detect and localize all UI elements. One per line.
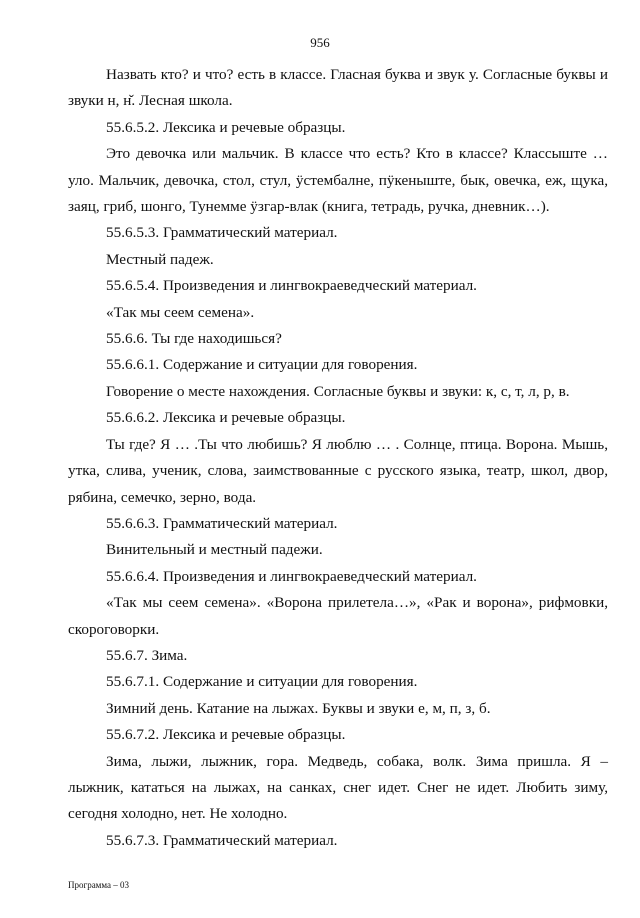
section-heading: 55.6.6.2. Лексика и речевые образцы. [106, 409, 346, 427]
paragraph: Местный падеж. [106, 250, 214, 268]
section-heading: 55.6.5.2. Лексика и речевые образцы. [106, 118, 346, 136]
section-heading: 55.6.6.3. Грамматический материал. [106, 514, 338, 532]
paragraph: «Так мы сеем семена». [106, 303, 255, 321]
paragraph: Назвать кто? и что? есть в классе. Гласная буква и звук у. Согласные буквы и звуки н, н̌. Лесная школа. [68, 66, 608, 110]
footer-label: Программа – 03 [68, 880, 130, 890]
paragraph: Говорение о месте нахождения. Согласные буквы и звуки: к, с, т, л, р, в. [106, 382, 570, 400]
section-heading: 55.6.5.3. Грамматический материал. [106, 224, 338, 242]
paragraph: Зимний день. Катание на лыжах. Буквы и звуки е, м, п, з, б. [106, 699, 491, 717]
page-body [68, 62, 608, 854]
paragraph: «Так мы сеем семена». «Ворона прилетела…», «Рак и ворона», рифмовки, скороговорки. [68, 594, 608, 638]
paragraph: Винительный и местный падежи. [106, 541, 323, 559]
section-heading: 55.6.6.1. Содержание и ситуации для говорения. [106, 356, 418, 374]
section-heading: 55.6.7.3. Грамматический материал. [106, 831, 338, 849]
section-heading: 55.6.5.4. Произведения и лингвокраеведческий материал. [106, 277, 477, 295]
section-heading: 55.6.6. Ты где находишься? [106, 330, 282, 348]
paragraph: Зима, лыжи, лыжник, гора. Медведь, собака, волк. Зима пришла. Я – лыжник, кататься на лыжах, на санках, снег идет. Снег не идет. Любить зиму, сегодня холодно, нет. Не холодно. [68, 752, 608, 823]
section-heading: 55.6.6.4. Произведения и лингвокраеведческий материал. [106, 567, 477, 585]
paragraph: Ты где? Я … .Ты что любишь? Я люблю … . Солнце, птица. Ворона. Мышь, утка, слива, ученик, слова, заимствованные с русского языка, театр, школ, двор, рябина, семечко, зерно, вода. [68, 435, 608, 506]
section-heading: 55.6.7.1. Содержание и ситуации для говорения. [106, 673, 418, 691]
page-number: 956 [310, 35, 330, 50]
section-heading: 55.6.7.2. Лексика и речевые образцы. [106, 726, 346, 744]
paragraph: Это девочка или мальчик. В классе что есть? Кто в классе? Классыште … уло. Мальчик, девочка, стол, стул, ӱстембалне, пӱкеныште, бык, овечка, еж, щука, заяц, гриб, шонгo, Тунемме ӱзгар-влак (книга, тетрадь, ручка, дневник…). [68, 145, 608, 216]
section-heading: 55.6.7. Зима. [106, 646, 188, 664]
